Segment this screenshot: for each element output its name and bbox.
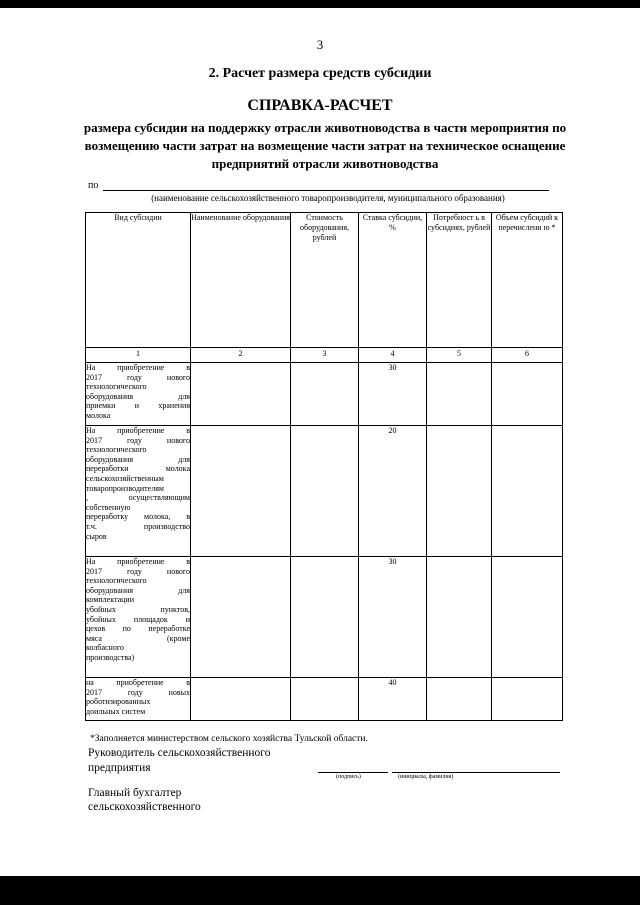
- table-row: [86, 426, 563, 557]
- equipment-cost-cell[interactable]: [291, 426, 359, 557]
- subsidy-kind-cell: На приобретение в 2017 году нового технологического оборудования для приемки и хранения молока: [86, 363, 191, 426]
- director-title-line2: предприятия: [88, 762, 151, 774]
- subsidy-kind-cell: На приобретение в 2017 году нового технологического оборудования для переработки молока сельскохозяйственным товаропроизводителям , осуществляющим собственную переработку молока, в т.ч. производство сыров: [86, 426, 191, 557]
- footnote: *Заполняется министерством сельского хозяйства Тульской области.: [90, 734, 368, 744]
- table-row: [86, 557, 563, 678]
- column-number: 4: [359, 348, 427, 363]
- scan-edge-bottom: [0, 876, 640, 905]
- accountant-title-line2: сельскохозяйственного: [88, 801, 201, 813]
- subsidy-need-cell[interactable]: [427, 557, 492, 678]
- column-number: 3: [291, 348, 359, 363]
- header-transfer-volume: Объем субсидий к перечислени ю *: [492, 213, 563, 348]
- subsidy-need-cell[interactable]: [427, 363, 492, 426]
- column-number: 2: [191, 348, 291, 363]
- transfer-volume-cell[interactable]: [492, 363, 563, 426]
- name-caption: (инициалы, фамилия): [398, 774, 454, 780]
- equipment-name-cell[interactable]: [191, 363, 291, 426]
- page-number: 3: [316, 37, 324, 52]
- scan-edge-top: [0, 0, 640, 8]
- column-number: 5: [427, 348, 492, 363]
- transfer-volume-cell[interactable]: [492, 557, 563, 678]
- subsidy-kind-cell: На приобретение в 2017 году нового технологического оборудования для комплектации убойных пунктов, убойных площадок и цехов по переработке мяса (кроме колбасного производства): [86, 557, 191, 678]
- equipment-cost-cell[interactable]: [291, 678, 359, 721]
- equipment-cost-cell[interactable]: [291, 557, 359, 678]
- table-row: [86, 678, 563, 721]
- recipient-field[interactable]: [103, 190, 549, 191]
- subsidy-need-cell[interactable]: [427, 678, 492, 721]
- subsidy-rate-cell: 30: [359, 557, 427, 678]
- director-name-field[interactable]: [392, 772, 560, 773]
- accountant-title-line1: Главный бухгалтер: [88, 787, 182, 799]
- recipient-caption: (наименование сельскохозяйственного товаропроизводителя, муниципального образования): [151, 193, 505, 203]
- document-title: СПРАВКА-РАСЧЕТ: [247, 97, 393, 114]
- subsidy-rate-cell: 40: [359, 678, 427, 721]
- subsidy-table: [85, 212, 563, 721]
- column-number: 6: [492, 348, 563, 363]
- transfer-volume-cell[interactable]: [492, 426, 563, 557]
- header-subsidy-need: Потребност ь в субсидиях, рублей: [427, 213, 492, 348]
- document-subtitle: размера субсидии на поддержку отрасли животноводства в части мероприятия по возмещению части затрат на возмещение части затрат на техническое оснащение предприятий отрасли животноводства: [83, 120, 567, 171]
- transfer-volume-cell[interactable]: [492, 678, 563, 721]
- signature-caption: (подпись): [336, 774, 361, 780]
- column-number-row: [86, 348, 563, 363]
- equipment-name-cell[interactable]: [191, 557, 291, 678]
- header-subsidy-kind: Вид субсидии: [86, 213, 191, 348]
- director-title-line1: Руководитель сельскохозяйственного: [88, 747, 271, 759]
- equipment-name-cell[interactable]: [191, 678, 291, 721]
- section-title: 2. Расчет размера средств субсидии: [208, 66, 432, 81]
- subsidy-rate-cell: 20: [359, 426, 427, 557]
- subsidy-rate-cell: 30: [359, 363, 427, 426]
- header-equipment-cost: Стоимость оборудования, рублей: [291, 213, 359, 348]
- table-header-row: [86, 213, 563, 348]
- recipient-label: по: [88, 180, 99, 191]
- subsidy-kind-cell: на приобретение в 2017 году новых роботизированных доильных систем: [86, 678, 191, 721]
- equipment-cost-cell[interactable]: [291, 363, 359, 426]
- director-signature-field[interactable]: [318, 772, 388, 773]
- table-row: [86, 363, 563, 426]
- subsidy-need-cell[interactable]: [427, 426, 492, 557]
- header-subsidy-rate: Ставка субсидии, %: [359, 213, 427, 348]
- header-equipment-name: Наименование оборудования: [191, 213, 291, 348]
- equipment-name-cell[interactable]: [191, 426, 291, 557]
- column-number: 1: [86, 348, 191, 363]
